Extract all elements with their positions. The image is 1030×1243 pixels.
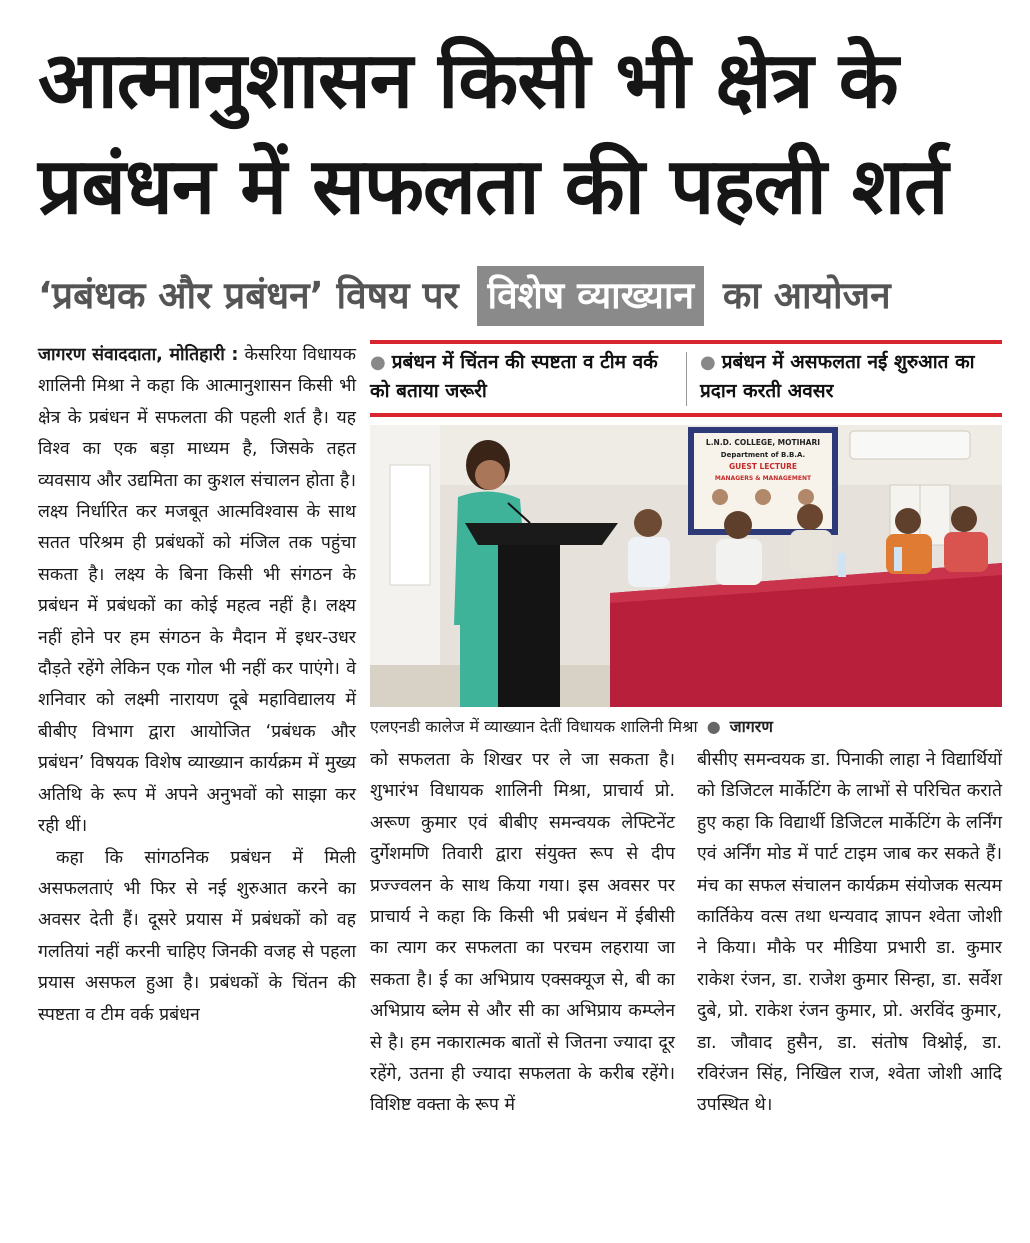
event-photo-illustration	[370, 425, 1002, 707]
highlight-1-text: प्रबंधन में चिंतन की स्पष्टता व टीम वर्क को बताया जरूरी	[370, 351, 658, 402]
caption-dot-icon: ●	[706, 717, 721, 736]
caption-credit: जागरण	[729, 717, 773, 736]
caption-text: एलएनडी कालेज में व्याख्यान देतीं विधायक शालिनी मिश्रा	[370, 717, 698, 736]
banner-line-2: Department of B.B.A.	[720, 451, 806, 459]
column-3-text: बीसीए समन्वयक डा. पिनाकी लाहा ने विद्यार्थियों को डिजिटल मार्केटिंग के लाभों से परिचित कराते हुए कहा कि विद्यार्थी डिजिटल मार्केटिंग के लर्निंग एवं अर्निंग मोड में पार्ट टाइम जाब कर सकते हैं। मंच का सफल संचालन कार्यक्रम संयोजक सत्यम कार्तिकेय वत्स तथा धन्यवाद ज्ञापन श्वेता जोशी ने किया। मौके पर मीडिया प्रभारी डा. कुमार राकेश रंजन, डा. राजेश कुमार सिन्हा, डा. सर्वेश दुबे, प्रो. राकेश रंजन कुमार, प्रो. अरविंद कुमार, डा. जौवाद हुसैन, डा. संतोष विश्नोई, डा. रविरंजन सिंह, निखिल राज, श्वेता जोशी आदि उपस्थित थे।	[697, 750, 1002, 1116]
subhead-highlight-box: विशेष व्याख्यान	[477, 266, 704, 326]
article-column-3	[697, 745, 1002, 1122]
bullet-dot-icon: ●	[700, 352, 716, 373]
photo-caption	[370, 715, 1002, 739]
article-column-2	[370, 745, 675, 1122]
highlight-divider	[686, 352, 687, 406]
headline	[38, 28, 1008, 240]
banner-line-3: GUEST LECTURE	[728, 462, 798, 471]
highlight-2-text: प्रबंधन में असफलता नई शुरुआत का प्रदान करती अवसर	[700, 351, 975, 402]
article-paragraph-2: कहा कि सांगठनिक प्रबंधन में मिली असफलताएं भी फिर से नई शुरुआत करने का अवसर देती हैं। दूसरे प्रयास में प्रबंधकों को वह गलतियां नहीं करनी चाहिए जिनकी वजह से पहला प्रयास असफल हुआ है। प्रबंधकों के चिंतन की स्पष्टता व टीम वर्क प्रबंधन	[38, 847, 356, 1025]
subhead-part-1: ‘प्रबंधक और प्रबंधन’ विषय पर	[38, 274, 459, 317]
highlight-item-2	[700, 348, 1006, 410]
headline-line-1: आत्मानुशासन किसी भी क्षेत्र के	[38, 36, 898, 126]
highlight-rule-top	[370, 340, 1002, 344]
paragraph-1-text: केसरिया विधायक शालिनी मिश्रा ने कहा कि आत्मानुशासन किसी भी क्षेत्र के प्रबंधन में सफलता की पहली शर्त है। यह विश्व का एक बड़ा माध्यम है, जिसके तहत व्यवसाय और उद्यमिता का कुशल संचालन होता है। लक्ष्य निर्धारित कर मजबूत आत्मविश्वास के साथ सतत परिश्रम ही प्रबंधकों को मंजिल तक पहुंचा सकता है। लक्ष्य के बिना किसी भी संगठन के प्रबंधन में प्रबंधकों का कोई महत्व नहीं है। लक्ष्य नहीं होने पर हम संगठन के मैदान में इधर-उधर दौड़ते रहेंगे लेकिन एक गोल भी नहीं कर पाएंगे। वे शनिवार को लक्ष्मी नारायण दूबे महाविद्यालय में बीबीए विभाग द्वारा आयोजित ‘प्रबंधक और प्रबंधन’ विषयक विशेष व्याख्यान कार्यक्रम में मुख्य अतिथि के रूप में अपने अनुभवों को साझा कर रही थीं।	[38, 345, 357, 837]
headline-line-2: प्रबंधन में सफलता की पहली शर्त	[38, 142, 948, 232]
bullet-dot-icon: ●	[370, 352, 386, 373]
banner-line-4: MANAGERS & MANAGEMENT	[714, 475, 812, 482]
subheadline	[38, 264, 1008, 328]
banner-line-1: L.N.D. COLLEGE, MOTIHARI	[705, 438, 821, 447]
event-photo	[370, 425, 1002, 707]
highlight-item-1	[370, 348, 676, 410]
column-2-text: को सफलता के शिखर पर ले जा सकता है। शुभारंभ विधायक शालिनी मिश्रा, प्राचार्य प्रो. अरूण कुमार एवं बीबीए समन्वयक लेफ्टिनेंट दुर्गेशमणि तिवारी द्वारा संयुक्त रूप से दीप प्रज्ज्वलन के साथ किया गया। इस अवसर पर प्राचार्य ने कहा कि किसी भी प्रबंधन में ईबीसी का त्याग कर सफलता का परचम लहराया जा सकता है। ई का अभिप्राय एक्सक्यूज से, बी का अभिप्राय ब्लेम से और सी का अभिप्राय कम्प्लेन से है। हम नकारात्मक बातों से जितना ज्यादा दूर रहेंगे, उतना ही ज्यादा सफलता के करीब रहेंगे। विशिष्ट वक्ता के रूप में	[370, 750, 675, 1116]
dateline: जागरण संवाददाता, मोतिहारी :	[38, 345, 239, 365]
highlight-rule-bottom	[370, 413, 1002, 417]
subhead-part-2: का आयोजन	[722, 274, 891, 317]
article-column-1	[38, 340, 356, 1031]
article-paragraph-1	[38, 340, 356, 843]
